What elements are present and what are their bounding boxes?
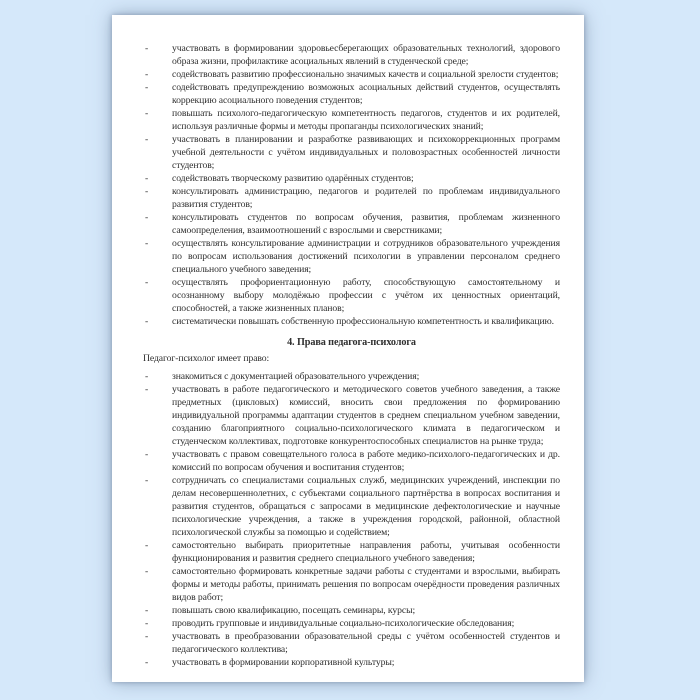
- list-item-text: повышать психолого-педагогическую компетентность педагогов, студентов и их родителей, используя различные формы и методы пропаганды психологических знаний;: [172, 108, 560, 132]
- bullet-dash: -: [145, 69, 149, 80]
- list-item-text: участвовать с правом совещательного голоса в работе медико-психолого-педагогических и др. комиссий по вопросам обучения и воспитания студентов;: [172, 449, 560, 473]
- bullet-dash: -: [145, 173, 149, 184]
- list-item: [143, 107, 560, 133]
- bullet-dash: -: [145, 316, 149, 327]
- bullet-dash: -: [145, 605, 149, 616]
- list-item: [143, 617, 560, 630]
- list-item: [143, 383, 560, 448]
- list-item-text: участвовать в работе педагогического и методического советов учебного заведения, а также предметных (цикловых) комиссий, вносить свои предложения по формированию индивидуальной программы адаптации студентов в среднем специальном учебном заведении, созданию благоприятного социально-психологического климата в педагогическом и студенческом коллективах, подготовке конкурентоспособных специалистов на рынке труда;: [172, 384, 560, 447]
- list-item-text: сотрудничать со специалистами социальных служб, медицинских учреждений, инспекции по делам несовершеннолетних, с субъектами социального партнёрства в вопросах воспитания и развития студентов, обращаться с запросами в медицинские дефектологические и научные психологические учреждения, а также в учреждения городской, районной, областной психологической службы за помощью и содействием;: [172, 475, 560, 538]
- bullet-dash: -: [145, 540, 149, 551]
- section-heading: 4. Права педагога-психолога: [287, 337, 416, 348]
- bullet-dash: -: [145, 371, 149, 382]
- list-item-text: осуществлять консультирование администрации и сотрудников образовательного учреждения по вопросам использования достижений психологии в управлении персоналом среднего специального учебного заведения;: [172, 238, 560, 275]
- list-item: [143, 172, 560, 185]
- list-item: [143, 630, 560, 656]
- list-item-text: осуществлять профориентационную работу, способствующую самостоятельному и осознанному выбору молодёжью профессии с учётом их ценностных ориентаций, способностей, а также жизненных планов;: [172, 277, 560, 314]
- bullet-dash: -: [145, 277, 149, 288]
- bullet-dash: -: [145, 384, 149, 395]
- list-item: [143, 133, 560, 172]
- list-item-text: повышать свою квалификацию, посещать семинары, курсы;: [172, 605, 416, 616]
- bullet-dash: -: [145, 43, 149, 54]
- list-item-text: систематически повышать собственную профессиональную компетентность и квалификацию.: [172, 316, 554, 327]
- list-item: [143, 315, 560, 328]
- list-item-text: консультировать студентов по вопросам обучения, развития, проблемам жизненного самоопределения, взаимоотношений с взрослыми и сверстниками;: [172, 212, 560, 236]
- list-item: [143, 448, 560, 474]
- list-item-text: содействовать развитию профессионально значимых качеств и социальной зрелости студентов;: [172, 69, 559, 80]
- bullet-dash: -: [145, 238, 149, 249]
- bullet-dash: -: [145, 212, 149, 223]
- bullet-dash: -: [145, 631, 149, 642]
- bullet-dash: -: [145, 475, 149, 486]
- list-item-text: участвовать в формировании здоровьесберегающих образовательных технологий, здорового образа жизни, профилактике асоциальных явлений в студенческой среде;: [172, 43, 560, 67]
- bullet-dash: -: [145, 618, 149, 629]
- bullet-dash: -: [145, 449, 149, 460]
- bullet-dash: -: [145, 657, 149, 668]
- document-page: [112, 15, 584, 682]
- list-item: [143, 81, 560, 107]
- bullet-dash: -: [145, 82, 149, 93]
- list-item-text: участвовать в планировании и разработке развивающих и психокоррекционных программ учебной деятельности с учётом индивидуальных и половозрастных особенностей личности студентов;: [172, 134, 560, 171]
- list-item: [143, 276, 560, 315]
- bullet-dash: -: [145, 566, 149, 577]
- list-item-text: знакомиться с документацией образовательного учреждения;: [172, 371, 420, 382]
- list-item: [143, 370, 560, 383]
- list-item: [143, 42, 560, 68]
- bullet-dash: -: [145, 186, 149, 197]
- list-item: [143, 185, 560, 211]
- list-item: [143, 474, 560, 539]
- intro-line: Педагог-психолог имеет право:: [143, 353, 270, 364]
- list-item: [143, 68, 560, 81]
- list-item-text: консультировать администрацию, педагогов и родителей по проблемам индивидуального развития студентов;: [172, 186, 560, 210]
- list-item-text: содействовать творческому развитию одарённых студентов;: [172, 173, 414, 184]
- list-item: [143, 539, 560, 565]
- list-item-text: участвовать в формировании корпоративной культуры;: [172, 657, 395, 668]
- list-item: [143, 656, 560, 669]
- list-item-text: самостоятельно выбирать приоритетные направления работы, учитывая особенности функционирования и развития среднего специального учебного заведения;: [172, 540, 560, 564]
- bullet-dash: -: [145, 108, 149, 119]
- list-item-text: самостоятельно формировать конкретные задачи работы с студентами и взрослыми, выбирать формы и методы работы, принимать решения по вопросам очерёдности проведения различных видов работ;: [172, 566, 560, 603]
- list-item: [143, 211, 560, 237]
- list-item: [143, 237, 560, 276]
- list-item: [143, 604, 560, 617]
- duties-list: [143, 42, 560, 328]
- list-item-text: проводить групповые и индивидуальные социально-психологические обследования;: [172, 618, 515, 629]
- bullet-dash: -: [145, 134, 149, 145]
- list-item: [143, 565, 560, 604]
- rights-list: [143, 370, 560, 669]
- list-item-text: содействовать предупреждению возможных асоциальных действий студентов, осуществлять коррекцию асоциального поведения студентов;: [172, 82, 560, 106]
- list-item-text: участвовать в преобразовании образовательной среды с учётом особенностей студентов и педагогического коллектива;: [172, 631, 560, 655]
